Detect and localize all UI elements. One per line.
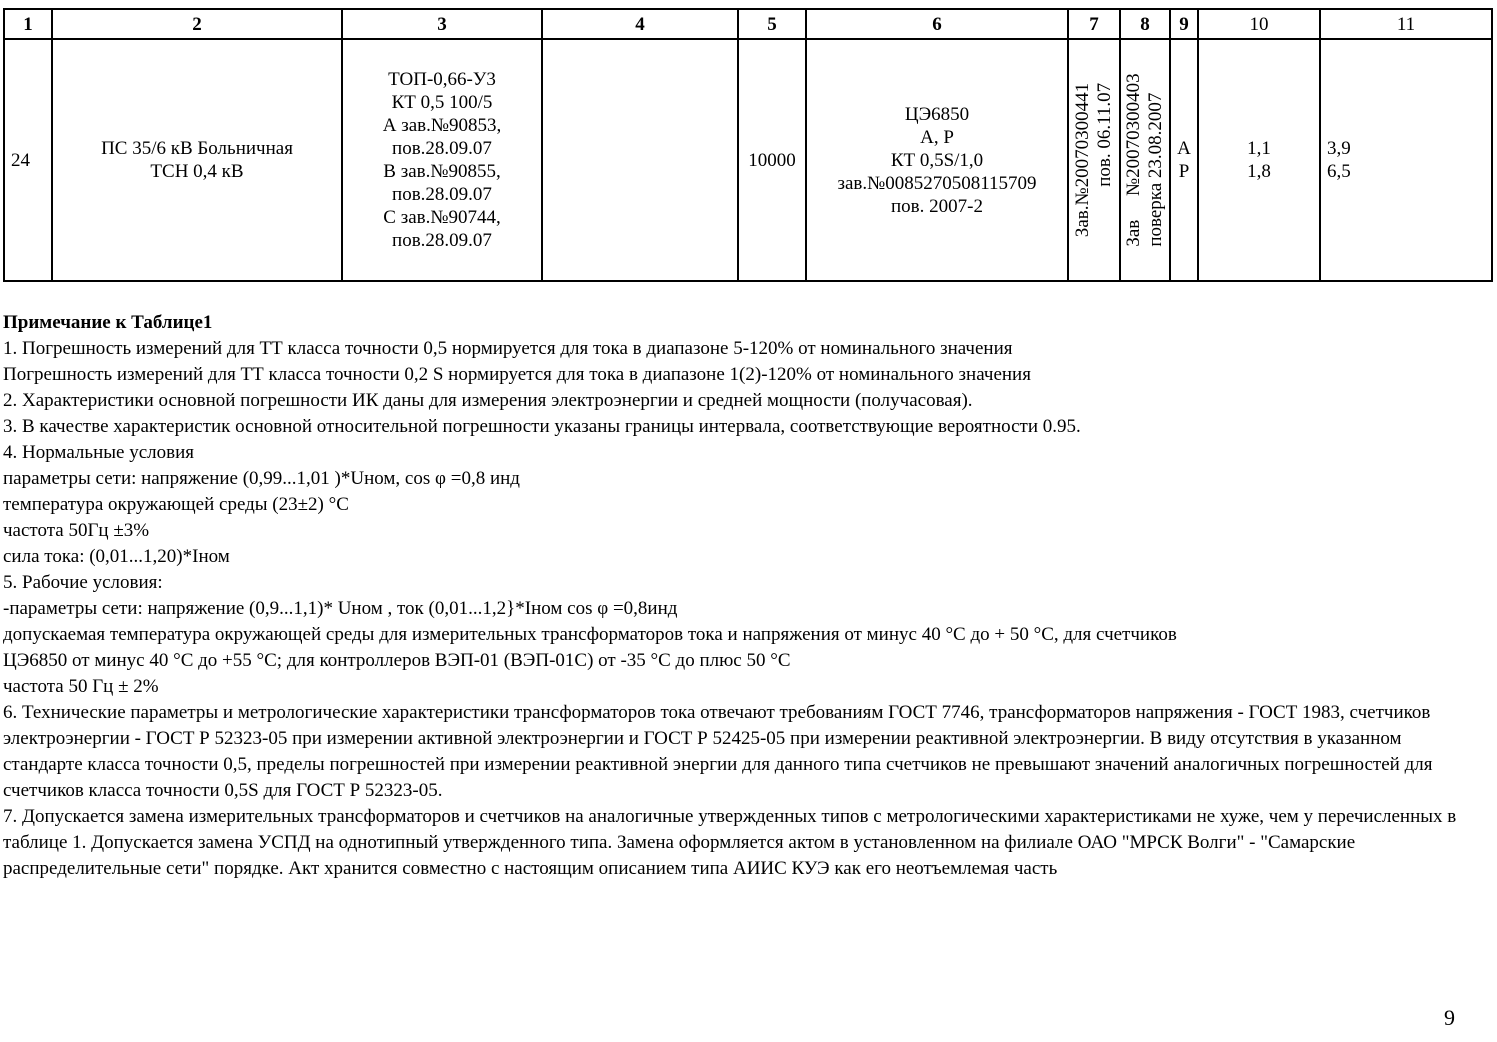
energy-type: А <box>1177 138 1191 159</box>
notes-title: Примечание к Таблице1 <box>3 312 213 333</box>
header-cell: 5 <box>738 9 806 39</box>
table-header-row <box>4 9 1492 39</box>
substation-feeder: ТСН 0,4 кВ <box>150 161 244 182</box>
ct-line: пов.28.09.07 <box>392 184 492 205</box>
device-verification: поверка 23.08.2007 <box>1145 92 1166 247</box>
ct-line: С зав.№90744, <box>383 207 501 228</box>
voltage-transformer-cell <box>542 39 738 281</box>
header-cell: 7 <box>1068 9 1120 39</box>
page-number: 9 <box>1444 1005 1455 1030</box>
note-line: параметры сети: напряжение (0,99...1,01 )*Uном, cos φ =0,8 инд <box>3 468 520 489</box>
ct-line: пов.28.09.07 <box>392 230 492 251</box>
ct-line: В зав.№90855, <box>383 161 501 182</box>
note-line: 5. Рабочие условия: <box>3 572 163 593</box>
controller-verification: пов. 06.11.07 <box>1094 82 1115 187</box>
meter-line: А, Р <box>920 126 954 148</box>
controller-cell <box>1068 39 1120 281</box>
ct-line: А зав.№90853, <box>382 115 502 136</box>
meter-line: пов. 2007-2 <box>891 195 983 217</box>
device-serial: Зав №20070300403 <box>1123 73 1144 247</box>
error-main-cell <box>1198 39 1320 281</box>
device-cell <box>1120 39 1170 281</box>
header-cell: 2 <box>52 9 342 39</box>
note-paragraph-7: 7. Допускается замена измерительных трансформаторов и счетчиков на аналогичные утвержденных типов с метрологическими характеристиками не хуже, чем у перечисленных в таблице 1. Допускается замена УСПД на однотипный утвержденного типа. Замена оформляется актом в установленном на филиале ОАО "МРСК Волги" - "Самарские распределительные сети" порядке. Акт хранится совместно с настоящим описанием типа АИИС КУЭ как его неотъемлемая часть <box>3 806 1457 879</box>
device-rotated-text <box>1123 73 1167 246</box>
error-value: 6,5 <box>1327 161 1351 182</box>
ratio-cell: 10000 <box>738 39 806 281</box>
note-line: частота 50 Гц ± 2% <box>3 676 159 697</box>
note-line: 2. Характеристики основной погрешности ИК даны для измерения электроэнергии и средней мощности (получасовая). <box>3 390 973 411</box>
note-line: 4. Нормальные условия <box>3 442 194 463</box>
table-row <box>4 39 1492 281</box>
header-cell: 11 <box>1320 9 1492 39</box>
error-value: 1,1 <box>1247 138 1271 159</box>
note-line: сила тока: (0,01...1,20)*Iном <box>3 546 230 567</box>
note-line: ЦЭ6850 от минус 40 °С до +55 °С; для контроллеров ВЭП-01 (ВЭП-01С) от -35 °С до плюс 50 °С <box>3 650 791 671</box>
header-cell: 10 <box>1198 9 1320 39</box>
meter-line: ЦЭ6850 <box>904 103 970 125</box>
note-line: допускаемая температура окружающей среды для измерительных трансформаторов тока и напряжения от минус 40 °С до + 50 °С, для счетчиков <box>3 624 1177 645</box>
note-line: 1. Погрешность измерений для ТТ класса точности 0,5 нормируется для тока в диапазоне 5-120% от номинального значения <box>3 338 1013 359</box>
header-cell: 6 <box>806 9 1068 39</box>
header-cell: 3 <box>342 9 542 39</box>
controller-serial: Зав.№20070300441 <box>1072 82 1093 238</box>
header-cell: 9 <box>1170 9 1198 39</box>
ct-line: КТ 0,5 100/5 <box>391 92 493 113</box>
current-transformer-cell <box>342 39 542 281</box>
error-value: 3,9 <box>1327 138 1351 159</box>
substation-cell <box>52 39 342 281</box>
specification-table <box>3 8 1493 282</box>
meter-line: зав.№0085270508115709 <box>837 172 1037 194</box>
note-line: Погрешность измерений для ТТ класса точности 0,2 S нормируется для тока в диапазоне 1(2)-120% от номинального значения <box>3 364 1031 385</box>
error-working-cell <box>1320 39 1492 281</box>
energy-type-cell <box>1170 39 1198 281</box>
meter-line: КТ 0,5S/1,0 <box>890 149 984 171</box>
meter-cell <box>806 39 1068 281</box>
row-number-cell: 24 <box>4 39 52 281</box>
note-line: 3. В качестве характеристик основной относительной погрешности указаны границы интервала, соответствующие вероятности 0.95. <box>3 416 1081 437</box>
note-line: -параметры сети: напряжение (0,9...1,1)* Uном , ток (0,01...1,2}*Iном cos φ =0,8инд <box>3 598 678 619</box>
ct-line: пов.28.09.07 <box>392 138 492 159</box>
controller-rotated-text <box>1072 83 1116 237</box>
header-cell: 8 <box>1120 9 1170 39</box>
note-paragraph-6: 6. Технические параметры и метрологические характеристики трансформаторов тока отвечают требованиям ГОСТ 7746, трансформаторов напряжения - ГОСТ 1983, счетчиков электроэнергии - ГОСТ Р 52323-05 при измерении активной электроэнергии и ГОСТ Р 52425-05 при измерении реактивной электроэнергии. В виду отсутствия в указанном стандарте класса точности 0,5, пределы погрешностей при измерении реактивной энергии для данного типа счетчиков не превышают значений аналогичных погрешностей для счетчиков класса точности 0,5S для ГОСТ Р 52323-05. <box>3 702 1433 801</box>
ct-line: ТОП-0,66-У3 <box>388 69 496 90</box>
error-value: 1,8 <box>1247 161 1271 182</box>
notes-section <box>3 310 1483 882</box>
substation-name: ПС 35/6 кВ Больничная <box>101 138 293 159</box>
note-line: температура окружающей среды (23±2) °С <box>3 494 349 515</box>
note-line: частота 50Гц ±3% <box>3 520 150 541</box>
energy-type: Р <box>1178 161 1190 182</box>
header-cell: 4 <box>542 9 738 39</box>
header-cell: 1 <box>4 9 52 39</box>
